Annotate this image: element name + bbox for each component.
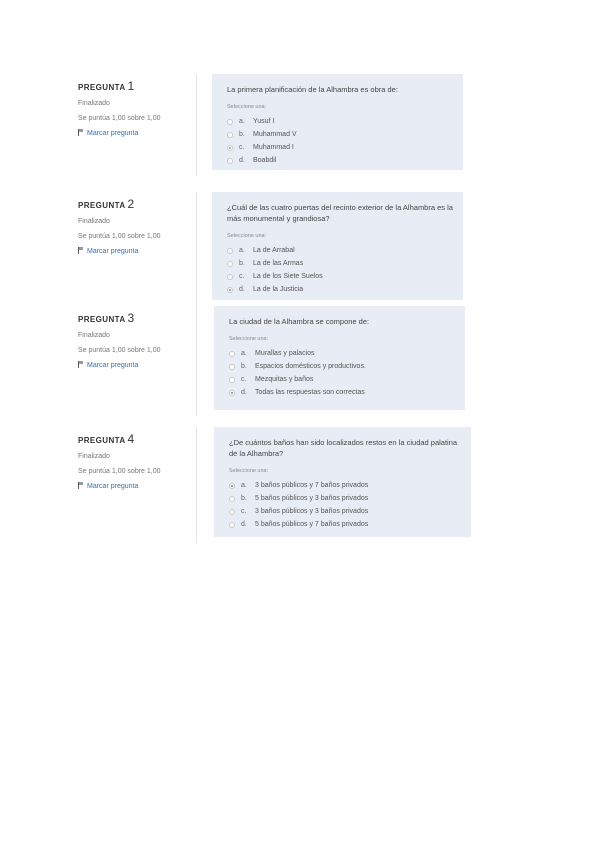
question-text: La ciudad de la Alhambra se compone de:	[229, 317, 370, 326]
flag-question-link[interactable]: Marcar pregunta	[78, 247, 196, 256]
radio-button[interactable]	[227, 287, 233, 293]
radio-button[interactable]	[227, 119, 233, 125]
answer-option-c[interactable]: c. La de los Siete Suelos	[227, 270, 455, 283]
question-state: Finalizado	[78, 100, 110, 107]
question-state: Finalizado	[78, 453, 110, 460]
flag-question-link[interactable]: Marcar pregunta	[78, 361, 196, 370]
answer-list	[229, 479, 463, 531]
flag-question-link[interactable]: Marcar pregunta	[78, 129, 196, 138]
question-state: Finalizado	[78, 332, 110, 339]
answer-option-d[interactable]: d. Boabdil	[227, 154, 455, 167]
question-formulation	[214, 306, 465, 410]
answer-list	[227, 244, 455, 296]
answer-option-b[interactable]: b. La de las Armas	[227, 257, 455, 270]
answer-option-c[interactable]: c. Mezquitas y baños	[229, 373, 457, 386]
answer-option-d[interactable]: d. La de la Justicia	[227, 283, 455, 296]
radio-button[interactable]	[227, 261, 233, 267]
answer-prompt: Seleccione una:	[229, 336, 269, 342]
question-number: PREGUNTA 2	[78, 197, 135, 211]
question-info	[78, 427, 197, 543]
answer-prompt: Seleccione una:	[229, 468, 269, 474]
answer-option-b[interactable]: b. Muhammad V	[227, 128, 455, 141]
question-number: PREGUNTA 4	[78, 432, 135, 446]
radio-button[interactable]	[229, 364, 235, 370]
answer-option-a[interactable]: a. 3 baños públicos y 7 baños privados	[229, 479, 463, 492]
answer-option-c[interactable]: c. Muhammad I	[227, 141, 455, 154]
question-text: ¿Cuál de las cuatro puertas del recinto exterior de la Alhambra es la más monumental y grandiosa?	[227, 203, 453, 223]
answer-prompt: Seleccione una:	[227, 104, 267, 110]
answer-option-a[interactable]: a. La de Arrabal	[227, 244, 455, 257]
answer-list	[227, 115, 455, 167]
question-info	[78, 192, 197, 306]
answer-option-b[interactable]: b. 5 baños públicos y 3 baños privados	[229, 492, 463, 505]
radio-button[interactable]	[229, 496, 235, 502]
question-info	[78, 74, 197, 176]
question-grade: Se puntúa 1,00 sobre 1,00	[78, 347, 161, 354]
radio-button[interactable]	[227, 274, 233, 280]
question-grade: Se puntúa 1,00 sobre 1,00	[78, 115, 161, 122]
answer-list	[229, 347, 457, 399]
question-text: La primera planificación de la Alhambra es obra de:	[227, 85, 398, 94]
question-grade: Se puntúa 1,00 sobre 1,00	[78, 233, 161, 240]
radio-button[interactable]	[227, 132, 233, 138]
answer-prompt: Seleccione una:	[227, 233, 267, 239]
answer-option-c[interactable]: c. 3 baños públicos y 3 baños privados	[229, 505, 463, 518]
radio-button[interactable]	[227, 158, 233, 164]
answer-option-d[interactable]: d. Todas las respuestas son correctas	[229, 386, 457, 399]
flag-icon	[78, 482, 84, 489]
radio-button[interactable]	[229, 522, 235, 528]
answer-option-a[interactable]: a. Yusuf I	[227, 115, 455, 128]
question-formulation	[212, 74, 463, 170]
flag-icon	[78, 247, 84, 254]
answer-option-d[interactable]: d. 5 baños públicos y 7 baños privados	[229, 518, 463, 531]
flag-icon	[78, 129, 84, 136]
radio-button[interactable]	[229, 483, 235, 489]
question-text: ¿De cuántos baños han sido localizados restos en la ciudad palatina de la Alhambra?	[229, 438, 458, 458]
answer-option-a[interactable]: a. Murallas y palacios	[229, 347, 457, 360]
question-number: PREGUNTA 3	[78, 311, 135, 325]
answer-option-b[interactable]: b. Espacios domésticos y productivos.	[229, 360, 457, 373]
question-state: Finalizado	[78, 218, 110, 225]
radio-button[interactable]	[229, 377, 235, 383]
radio-button[interactable]	[229, 390, 235, 396]
question-number: PREGUNTA 1	[78, 79, 135, 93]
radio-button[interactable]	[229, 351, 235, 357]
radio-button[interactable]	[227, 248, 233, 254]
flag-question-link[interactable]: Marcar pregunta	[78, 482, 196, 491]
question-formulation	[212, 192, 463, 300]
flag-icon	[78, 361, 84, 368]
question-grade: Se puntúa 1,00 sobre 1,00	[78, 468, 161, 475]
radio-button[interactable]	[227, 145, 233, 151]
question-info	[78, 306, 197, 416]
radio-button[interactable]	[229, 509, 235, 515]
question-formulation	[214, 427, 471, 537]
